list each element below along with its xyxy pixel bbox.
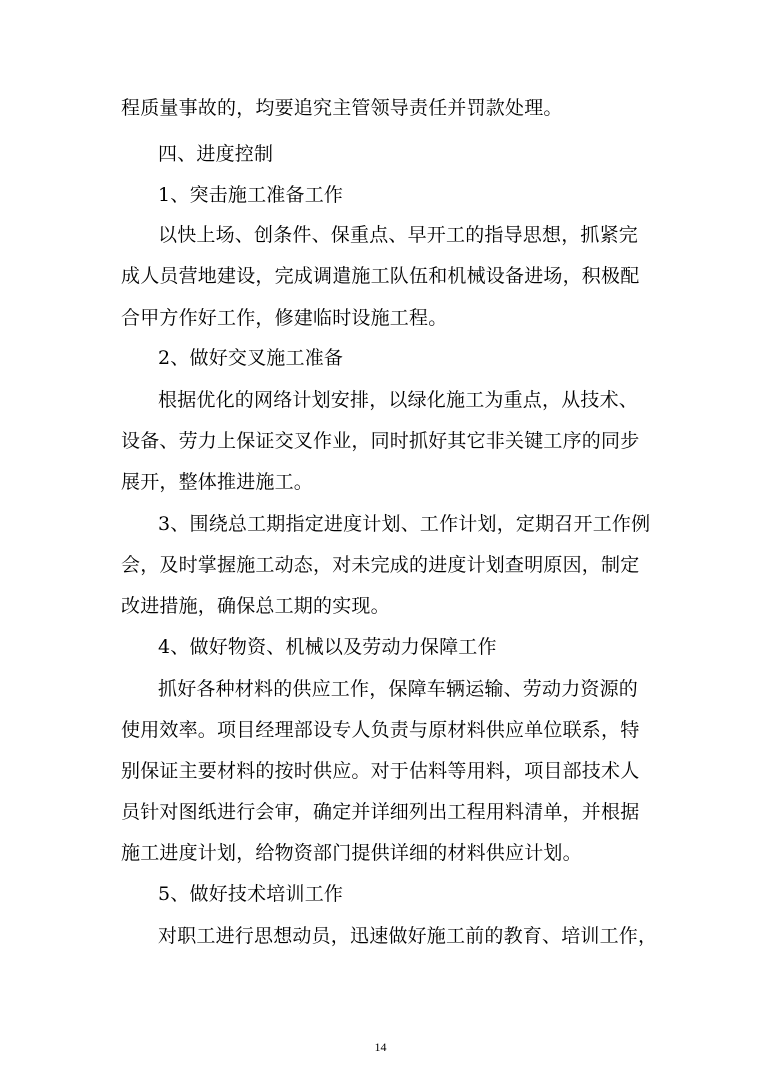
- paragraph-line: 抓好各种材料的供应工作，保障车辆运输、劳动力资源的: [158, 678, 639, 700]
- subsection-heading: 1、突击施工准备工作: [158, 184, 344, 206]
- paragraph-line: 设备、劳力上保证交叉作业，同时抓好其它非关键工序的同步: [121, 430, 640, 452]
- paragraph-line: 施工进度计划，给物资部门提供详细的材料供应计划。: [121, 842, 582, 864]
- page-number: 14: [374, 1040, 387, 1054]
- section-heading: 四、进度控制: [158, 143, 274, 165]
- paragraph-line: 别保证主要材料的按时供应。对于估料等用料，项目部技术人: [121, 760, 640, 782]
- paragraph-line: 以快上场、创条件、保重点、早开工的指导思想，抓紧完: [158, 224, 639, 246]
- paragraph-line: 根据优化的网络计划安排，以绿化施工为重点，从技术、: [158, 389, 639, 411]
- paragraph-line: 会，及时掌握施工动态，对未完成的进度计划查明原因，制定: [121, 554, 640, 576]
- paragraph-line: 合甲方作好工作，修建临时设施工程。: [121, 307, 448, 329]
- paragraph-line: 展开，整体推进施工。: [121, 471, 314, 493]
- paragraph-line: 使用效率。项目经理部设专人负责与原材料供应单位联系，特: [121, 719, 640, 741]
- paragraph-line: 成人员营地建设，完成调遣施工队伍和机械设备进场，积极配: [121, 265, 640, 287]
- subsection-heading: 5、做好技术培训工作: [158, 883, 344, 905]
- paragraph-line: 3、围绕总工期指定进度计划、工作计划，定期召开工作例: [158, 513, 651, 535]
- paragraph-line: 员针对图纸进行会审，确定并详细列出工程用料清单，并根据: [121, 801, 640, 823]
- paragraph-line: 改进措施，确保总工期的实现。: [121, 595, 390, 617]
- subsection-heading: 2、做好交叉施工准备: [158, 347, 344, 369]
- paragraph-line: 对职工进行思想动员，迅速做好施工前的教育、培训工作，: [158, 925, 658, 947]
- subsection-heading: 4、做好物资、机械以及劳动力保障工作: [158, 636, 497, 658]
- paragraph-line: 程质量事故的，均要追究主管领导责任并罚款处理。: [121, 97, 563, 119]
